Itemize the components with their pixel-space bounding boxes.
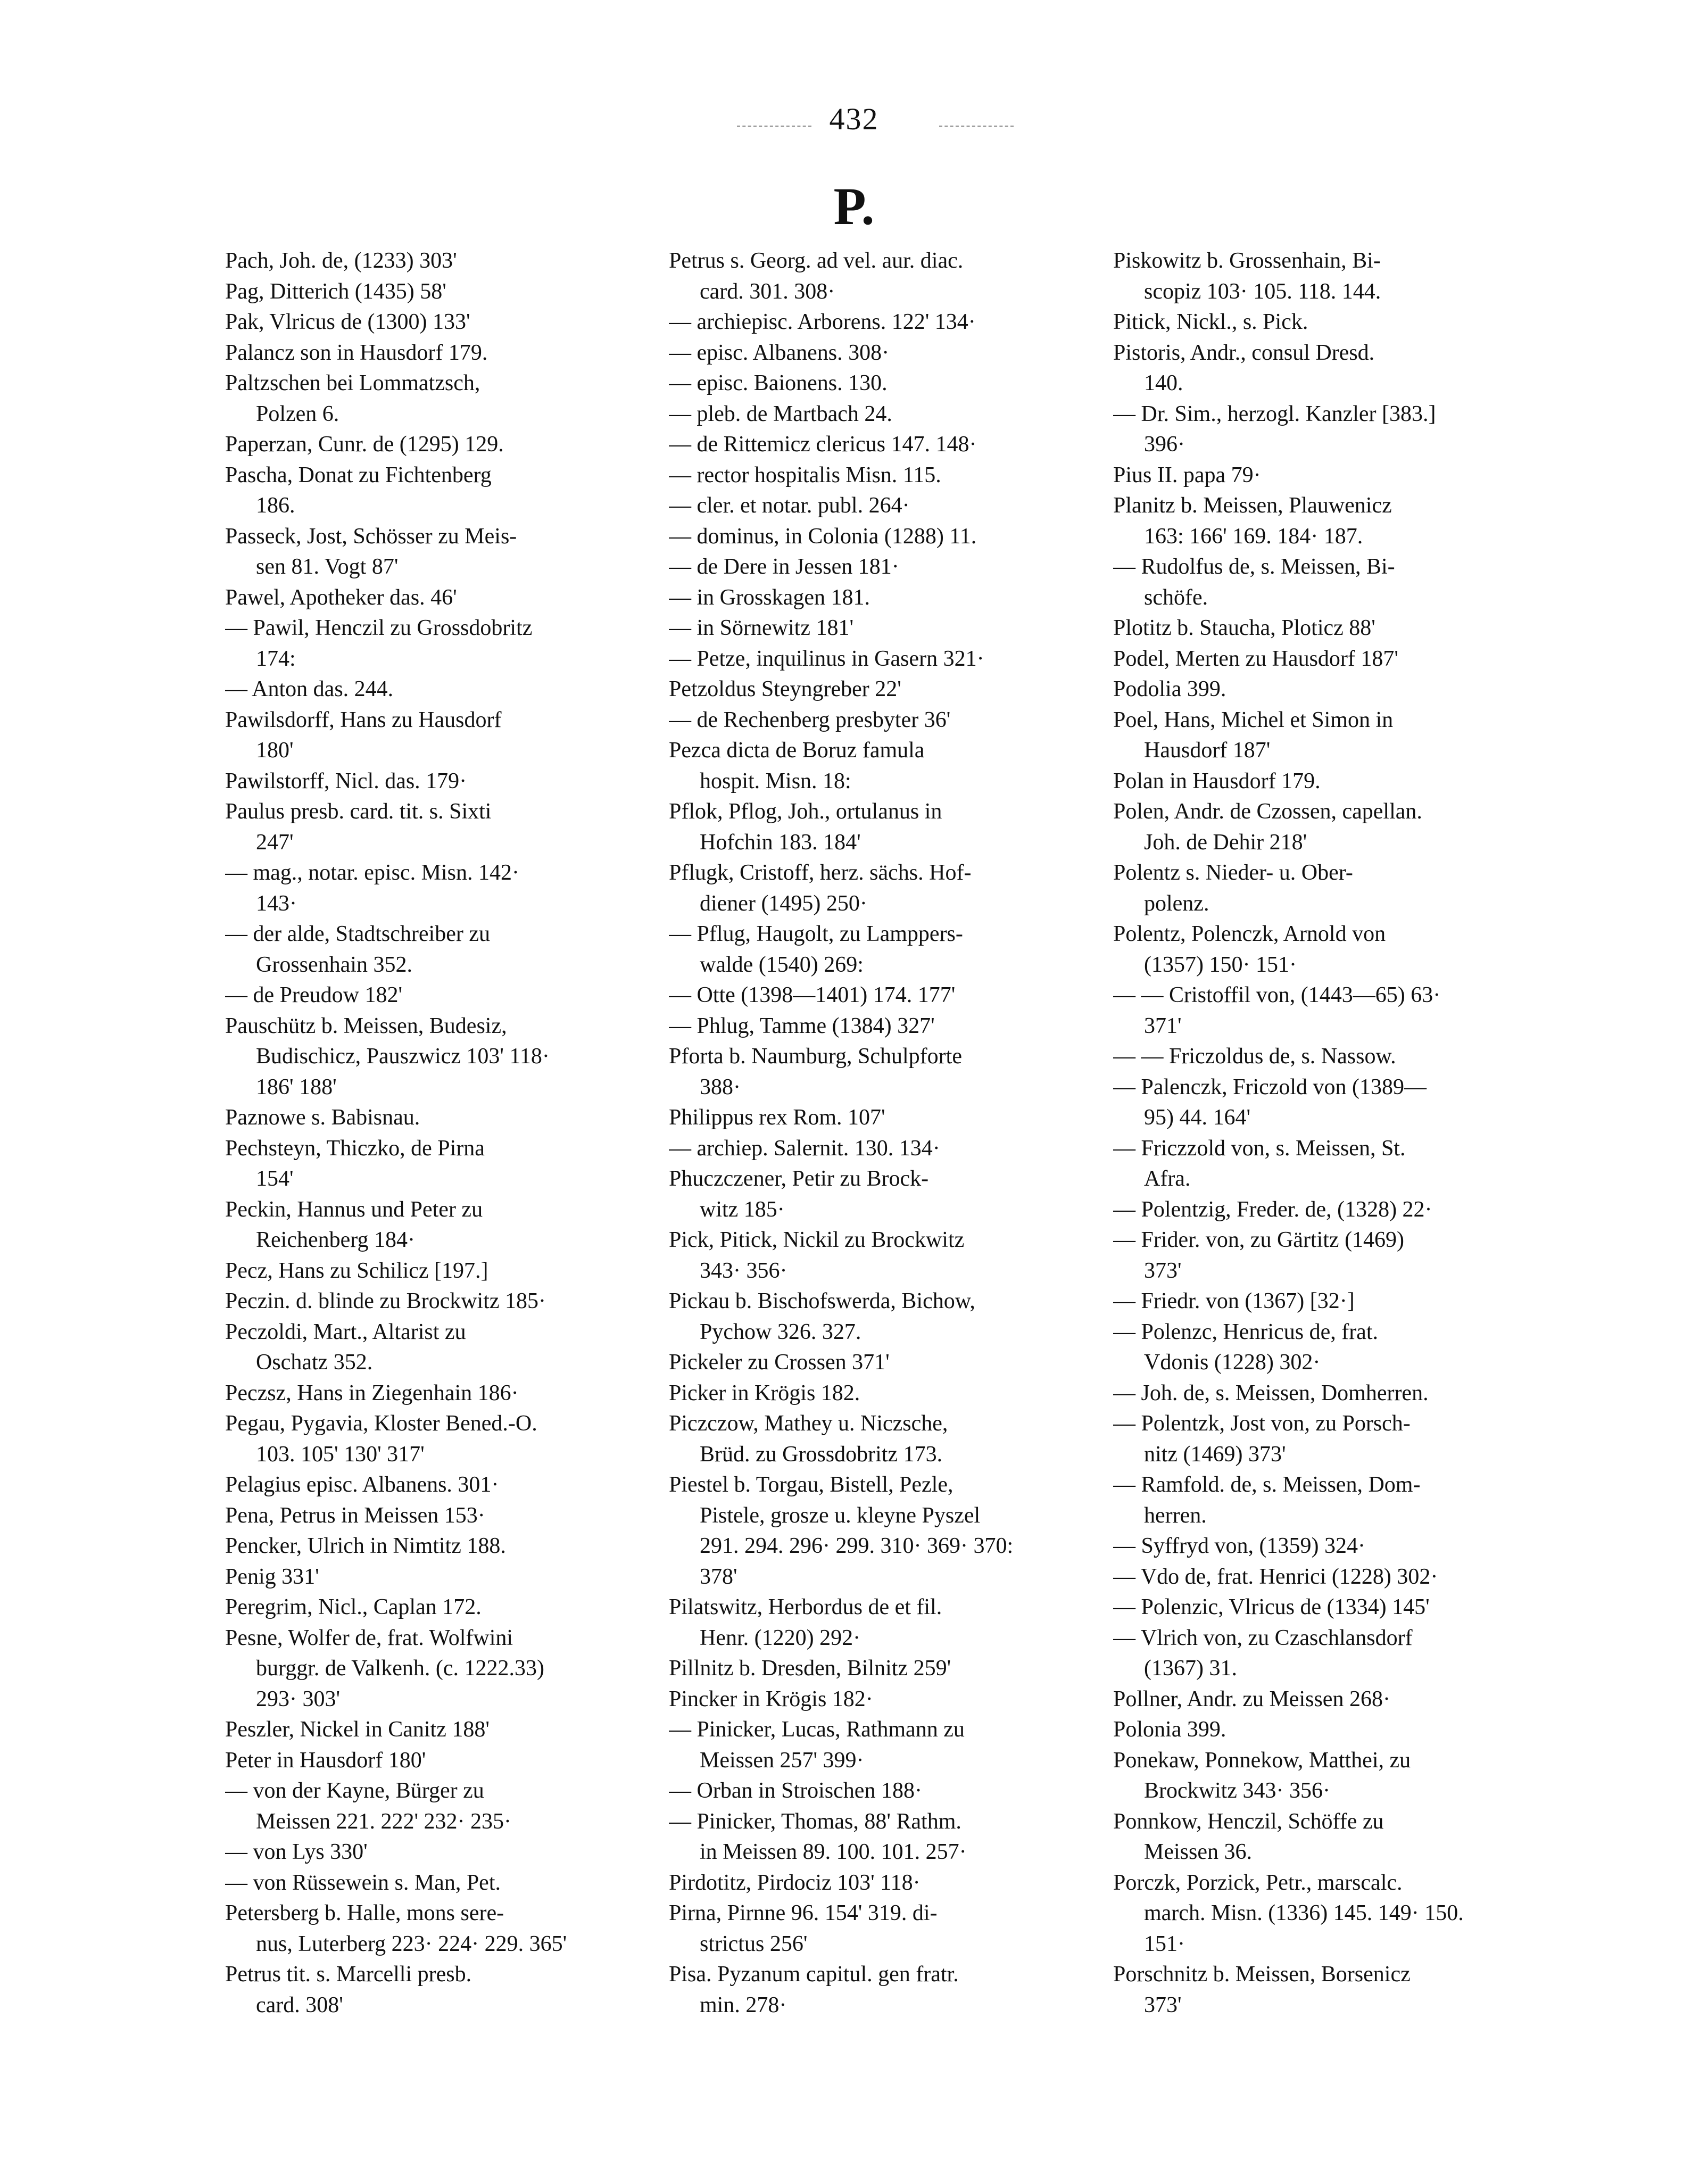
index-entry-line: Pitick, Nickl., s. Pick. [1113,310,1308,334]
index-entry-line: Meissen 221. 222' 232· 235· [256,1809,512,1834]
index-entry-line: Pincker in Krögis 182· [669,1686,873,1711]
index-entry-line: nus, Luterberg 223· 224· 229. 365' [256,1931,567,1956]
index-entry-line: — in Sörnewitz 181' [669,616,854,640]
index-entry-line: Phuczczener, Petir zu Brock- [669,1167,929,1191]
index-entry-line: in Meissen 89. 100. 101. 257· [700,1840,967,1864]
index-entry-line: Peczsz, Hans in Ziegenhain 186· [225,1380,519,1405]
index-entry-line: Petersberg b. Halle, mons sere- [225,1901,504,1925]
index-entry-line: 154' [256,1167,294,1191]
index-entry-line: (1357) 150· 151· [1144,952,1297,977]
index-entry-line: Reichenberg 184· [256,1228,415,1252]
index-entry-line: min. 278· [700,1992,787,2017]
index-entry-line: Piestel b. Torgau, Bistell, Pezle, [669,1472,954,1497]
header-rule-right [939,126,1014,127]
index-entry-line: — Anton das. 244. [225,677,394,701]
index-entry-line: Paulus presb. card. tit. s. Sixti [225,799,492,824]
index-entry-line: — archiep. Salernit. 130. 134· [669,1136,940,1161]
index-entry-line: Hofchin 183. 184' [700,830,861,855]
index-entry-line: Pauschütz b. Meissen, Budesiz, [225,1013,507,1038]
index-entry-line: Pick, Pitick, Nickil zu Brockwitz [669,1228,965,1252]
index-entry-line: 180' [256,738,294,763]
index-entry-line: — Polentzk, Jost von, zu Porsch- [1113,1411,1411,1436]
index-entry-line: — der alde, Stadtschreiber zu [225,922,490,946]
index-entry-line: 186. [256,493,295,518]
index-entry-line: Oschatz 352. [256,1350,373,1375]
index-entry-line: Ponekaw, Ponnekow, Matthei, zu [1113,1748,1411,1773]
index-entry-line: — de Dere in Jessen 181· [669,555,899,579]
index-entry-line: Pak, Vlricus de (1300) 133' [225,310,470,334]
index-entry-line: Polan in Hausdorf 179. [1113,768,1321,793]
index-entry-line: — Friedr. von (1367) [32·] [1113,1289,1355,1313]
index-entry-line: — pleb. de Martbach 24. [669,401,892,426]
index-entry-line: Vdonis (1228) 302· [1144,1350,1321,1375]
index-entry-line: — von der Kayne, Bürger zu [225,1778,484,1803]
index-entry-line: — de Preudow 182' [225,983,403,1007]
index-entry-line: Polen, Andr. de Czossen, capellan. [1113,799,1422,824]
index-entry-line: Pesne, Wolfer de, frat. Wolfwini [225,1625,513,1650]
index-entry-line: 388· [700,1074,741,1099]
index-entry-line: — cler. et notar. publ. 264· [669,493,910,518]
index-entry-line: card. 308' [256,1992,343,2017]
index-entry-line: 95) 44. 164' [1144,1105,1251,1130]
index-entry-line: — Pawil, Henczil zu Grossdobritz [225,616,533,640]
index-entry-line: (1367) 31. [1144,1656,1237,1681]
index-entry-line: 247' [256,830,294,855]
index-entry-line: Paznowe s. Babisnau. [225,1105,420,1130]
index-entry-line: Pawilsdorff, Hans zu Hausdorf [225,707,502,732]
index-entry-line: Afra. [1144,1167,1191,1191]
index-entry-line: 186' 188' [256,1074,337,1099]
index-entry-line: — Friczzold von, s. Meissen, St. [1113,1136,1406,1161]
index-column-3 [1113,246,1531,2021]
index-entry-line: — Otte (1398—1401) 174. 177' [669,983,956,1007]
index-entry-line: polenz. [1144,891,1209,916]
index-entry-line: — de Rechenberg presbyter 36' [669,707,951,732]
index-entry-line: — Phlug, Tamme (1384) 327' [669,1013,935,1038]
index-entry-line: Pforta b. Naumburg, Schulpforte [669,1044,962,1069]
index-entry-line: — Frider. von, zu Gärtitz (1469) [1113,1228,1405,1252]
index-entry-line: nitz (1469) 373' [1144,1442,1286,1467]
index-entry-line: Polonia 399. [1113,1717,1226,1742]
index-entry-line: 291. 294. 296· 299. 310· 369· 370: [700,1534,1014,1558]
index-entry-line: — archiepisc. Arborens. 122' 134· [669,310,976,334]
index-entry-line: Pollner, Andr. zu Meissen 268· [1113,1686,1390,1711]
index-entry-line: 293· 303' [256,1686,341,1711]
index-entry-line: Pirna, Pirnne 96. 154' 319. di- [669,1901,938,1925]
index-entry-line: Palancz son in Hausdorf 179. [225,340,488,365]
index-entry-line: Pag, Ditterich (1435) 58' [225,279,446,304]
index-entry-line: Piskowitz b. Grossenhain, Bi- [1113,249,1381,273]
index-entry-line: Polentz, Polenczk, Arnold von [1113,922,1386,946]
index-entry-line: Grossenhain 352. [256,952,412,977]
index-entry-line: Meissen 257' 399· [700,1748,864,1773]
index-entry-line: Pistele, grosze u. kleyne Pyszel [700,1503,981,1528]
index-entry-line: Porczk, Porzick, Petr., marscalc. [1113,1870,1403,1895]
index-entry-line: 143· [256,891,297,916]
index-entry-line: card. 301. 308· [700,279,835,304]
index-entry-line: Pflok, Pflog, Joh., ortulanus in [669,799,942,824]
index-entry-line: Peckin, Hannus und Peter zu [225,1197,483,1222]
index-entry-line: Pflugk, Cristoff, herz. sächs. Hof- [669,861,972,885]
index-entry-line: — von Lys 330' [225,1840,368,1864]
index-entry-line: Peczin. d. blinde zu Brockwitz 185· [225,1289,546,1313]
index-entry-line: Pirdotitz, Pirdociz 103' 118· [669,1870,921,1895]
index-entry-line: 378' [700,1564,737,1589]
index-entry-line: Piczczow, Mathey u. Niczsche, [669,1411,948,1436]
index-entry-line: 174: [256,646,296,671]
index-entry-line: 140. [1144,371,1183,395]
index-entry-line: Poel, Hans, Michel et Simon in [1113,707,1394,732]
index-entry-line: burggr. de Valkenh. (c. 1222.33) [256,1656,545,1681]
section-letter: P. [833,177,875,236]
index-entry-line: — rector hospitalis Misn. 115. [669,462,941,487]
index-entry-line: Pena, Petrus in Meissen 153· [225,1503,485,1528]
index-entry-line: Penig 331' [225,1564,319,1589]
index-entry-line: Planitz b. Meissen, Plauwenicz [1113,493,1392,518]
index-entry-line: 373' [1144,1992,1182,2017]
index-entry-line: Pelagius episc. Albanens. 301· [225,1472,499,1497]
index-entry-line: Petzoldus Steyngreber 22' [669,677,901,701]
index-entry-line: — mag., notar. episc. Misn. 142· [225,861,519,885]
index-entry-line: Podel, Merten zu Hausdorf 187' [1113,646,1398,671]
index-entry-line: — von Rüssewein s. Man, Pet. [225,1870,501,1895]
index-entry-line: — Syffryd von, (1359) 324· [1113,1534,1366,1558]
index-entry-line: — Pflug, Haugolt, zu Lamppers- [669,922,963,946]
index-entry-line: Hausdorf 187' [1144,738,1271,763]
index-column-2 [669,246,1087,2021]
index-entry-line: Pascha, Donat zu Fichtenberg [225,462,492,487]
index-entry-line: Picker in Krögis 182. [669,1380,860,1405]
index-entry-line: — — Cristoffil von, (1443—65) 63· [1113,983,1441,1007]
index-entry-line: Pegau, Pygavia, Kloster Bened.-O. [225,1411,537,1436]
index-entry-line: — Polenzic, Vlricus de (1334) 145' [1113,1595,1430,1619]
index-entry-line: Peszler, Nickel in Canitz 188' [225,1717,490,1742]
index-entry-line: Plotitz b. Staucha, Ploticz 88' [1113,616,1375,640]
index-entry-line: — Orban in Stroischen 188· [669,1778,922,1803]
index-entry-line: — episc. Albanens. 308· [669,340,890,365]
index-entry-line: sen 81. Vogt 87' [256,555,399,579]
index-entry-line: hospit. Misn. 18: [700,768,851,793]
index-entry-line: Petrus tit. s. Marcelli presb. [225,1962,472,1987]
index-entry-line: Passeck, Jost, Schösser zu Meis- [225,524,517,549]
index-entry-line: Henr. (1220) 292· [700,1625,861,1650]
index-entry-line: — de Rittemicz clericus 147. 148· [669,432,977,457]
index-entry-line: Pezca dicta de Boruz famula [669,738,925,763]
index-entry-line: — Petze, inquilinus in Gasern 321· [669,646,984,671]
index-entry-line: Budischicz, Pauszwicz 103' 118· [256,1044,550,1069]
index-entry-line: — Ramfold. de, s. Meissen, Dom- [1113,1472,1421,1497]
index-entry-line: Pisa. Pyzanum capitul. gen fratr. [669,1962,959,1987]
index-entry-line: 373' [1144,1258,1182,1283]
index-entry-line: Pach, Joh. de, (1233) 303' [225,249,457,273]
index-entry-line: Peter in Hausdorf 180' [225,1748,426,1773]
index-entry-line: Meissen 36. [1144,1840,1252,1864]
index-entry-line: Pechsteyn, Thiczko, de Pirna [225,1136,485,1161]
index-entry-line: Pickeler zu Crossen 371' [669,1350,890,1375]
index-entry-line: Brockwitz 343· 356· [1144,1778,1330,1803]
index-entry-line: — Polentzig, Freder. de, (1328) 22· [1113,1197,1432,1222]
index-entry-line: Pillnitz b. Dresden, Bilnitz 259' [669,1656,951,1681]
index-entry-line: Paperzan, Cunr. de (1295) 129. [225,432,504,457]
index-entry-line: march. Misn. (1336) 145. 149· 150. [1144,1901,1464,1925]
page-number: 432 [829,102,879,136]
index-entry-line: Pecz, Hans zu Schilicz [197.] [225,1258,488,1283]
index-entry-line: — in Grosskagen 181. [669,585,870,610]
index-entry-line: — Pinicker, Thomas, 88' Rathm. [669,1809,961,1834]
index-entry-line: scopiz 103· 105. 118. 144. [1144,279,1381,304]
index-entry-line: 343· 356· [700,1258,787,1283]
index-entry-line: Pius II. papa 79· [1113,462,1261,487]
index-entry-line: 371' [1144,1013,1182,1038]
index-entry-line: Philippus rex Rom. 107' [669,1105,885,1130]
index-entry-line: 396· [1144,432,1185,457]
index-entry-line: Pickau b. Bischofswerda, Bichow, [669,1289,975,1313]
index-entry-line: — — Friczoldus de, s. Nassow. [1113,1044,1396,1069]
index-entry-line: strictus 256' [700,1931,808,1956]
index-entry-line: — Vlrich von, zu Czaschlansdorf [1113,1625,1413,1650]
index-entry-line: Petrus s. Georg. ad vel. aur. diac. [669,249,964,273]
index-entry-line: Pencker, Ulrich in Nimtitz 188. [225,1534,506,1558]
index-entry-line: witz 185· [700,1197,785,1222]
index-entry-line: — Vdo de, frat. Henrici (1228) 302· [1113,1564,1438,1589]
index-entry-line: Joh. de Dehir 218' [1144,830,1307,855]
index-entry-line: 151· [1144,1931,1185,1956]
index-entry-line: Pychow 326. 327. [700,1319,861,1344]
index-entry-line: — Palenczk, Friczold von (1389— [1113,1074,1427,1099]
index-column-1 [225,246,643,2021]
index-entry-line: 163: 166' 169. 184· 187. [1144,524,1363,549]
index-entry-line: Pistoris, Andr., consul Dresd. [1113,340,1375,365]
index-entry-line: Peczoldi, Mart., Altarist zu [225,1319,466,1344]
index-entry-line: Pawel, Apotheker das. 46' [225,585,457,610]
index-entry-line: Paltzschen bei Lommatzsch, [225,371,480,395]
index-entry-line: Pilatswitz, Herbordus de et fil. [669,1595,942,1619]
index-entry-line: Peregrim, Nicl., Caplan 172. [225,1595,482,1619]
index-entry-line: — Polenzc, Henricus de, frat. [1113,1319,1378,1344]
index-entry-line: — Dr. Sim., herzogl. Kanzler [383.] [1113,401,1436,426]
index-entry-line: — Rudolfus de, s. Meissen, Bi- [1113,555,1395,579]
index-entry-line: Ponnkow, Henczil, Schöffe zu [1113,1809,1384,1834]
index-entry-line: Polentz s. Nieder- u. Ober- [1113,861,1353,885]
index-entry-line: Podolia 399. [1113,677,1226,701]
index-entry-line: — Pinicker, Lucas, Rathmann zu [669,1717,965,1742]
index-entry-line: Brüd. zu Grossdobritz 173. [700,1442,943,1467]
index-entry-line: — episc. Baionens. 130. [669,371,888,395]
index-entry-line: walde (1540) 269: [700,952,864,977]
index-entry-line: Pawilstorff, Nicl. das. 179· [225,768,467,793]
index-entry-line: — dominus, in Colonia (1288) 11. [669,524,977,549]
index-entry-line: schöfe. [1144,585,1208,610]
index-entry-line: herren. [1144,1503,1207,1528]
index-entry-line: Polzen 6. [256,401,339,426]
index-entry-line: Porschnitz b. Meissen, Borsenicz [1113,1962,1411,1987]
index-entry-line: 103. 105' 130' 317' [256,1442,425,1467]
index-entry-line: — Joh. de, s. Meissen, Domherren. [1113,1380,1429,1405]
index-entry-line: diener (1495) 250· [700,891,867,916]
